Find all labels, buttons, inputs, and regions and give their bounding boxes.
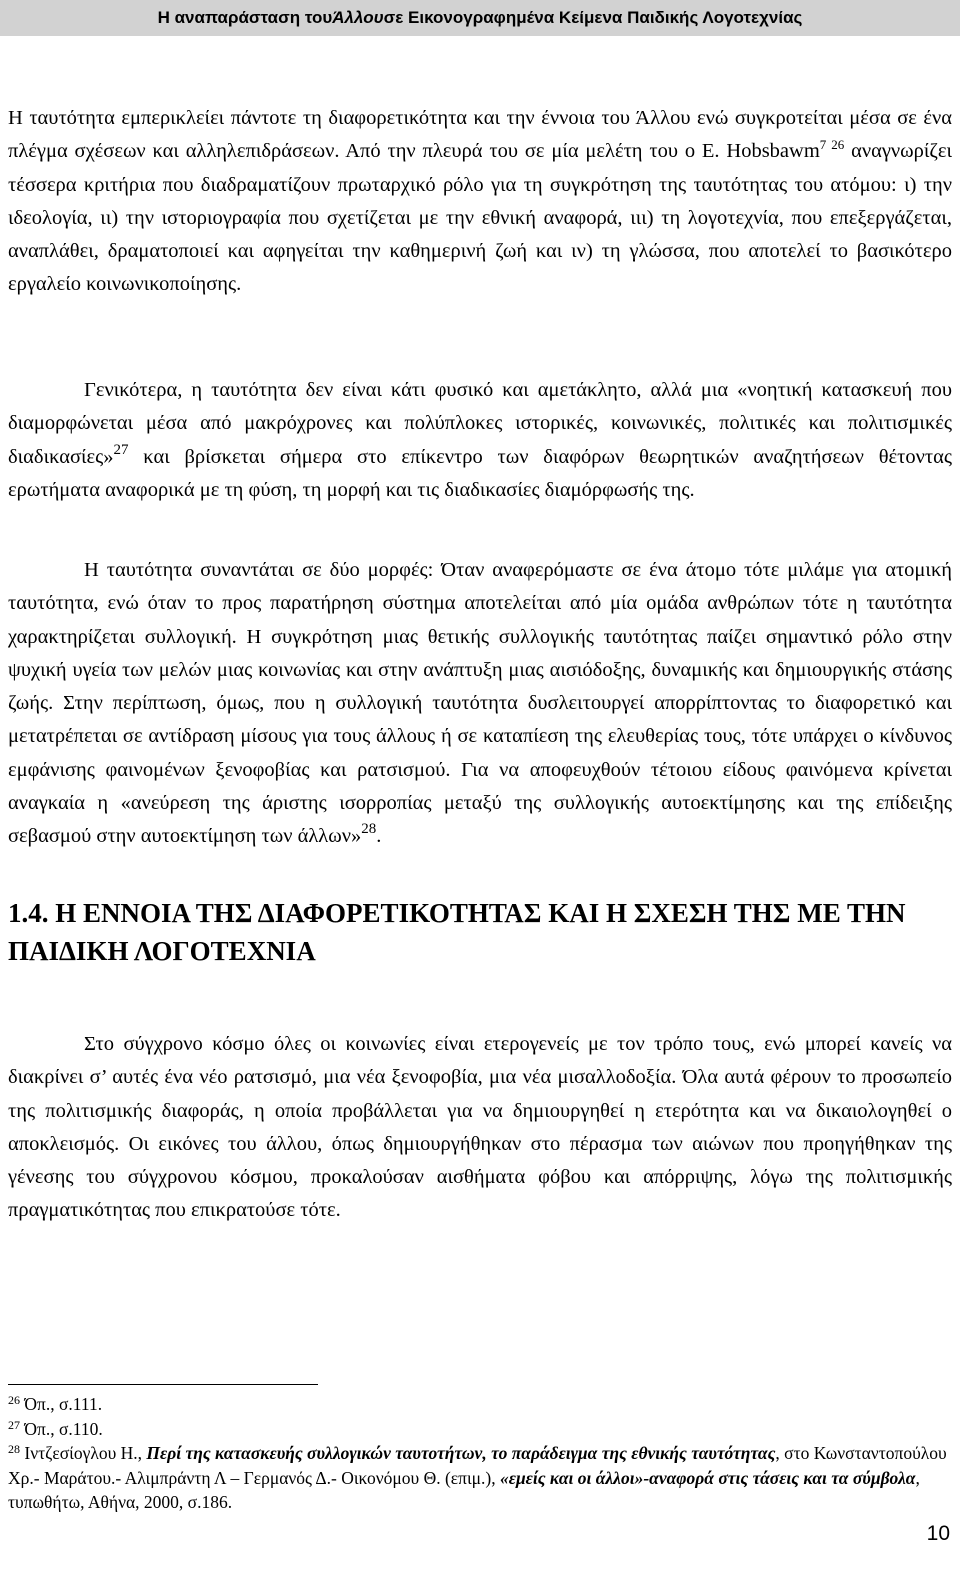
footnote-ref: 27 [113,441,129,458]
footnote-ref: 7 26 [819,137,845,153]
footnote-number: 28 [8,1442,20,1456]
paragraph-text: Η ταυτότητα εμπερικλείει πάντοτε τη διαφορετικότητα και την έννοια του Άλλου ενώ συγκροτείται μέσα σε ένα πλέγμα σχέσεων και αλληλεπιδράσεων. Από την πλευρά του σε μία μελέτη του ο Ε. Hobsbawm [8,107,952,163]
footnote-item [8,1392,952,1417]
footnote-text: , τυπωθήτω, Αθήνα, 2000, σ.186. [8,1467,920,1512]
header-title-part: σε Εικονογραφημένα Κείμενα Παιδικής Λογοτεχνίας [383,8,803,27]
footnote-number: 26 [8,1393,20,1407]
header-title-part: Η αναπαράσταση του [157,8,333,27]
footnote-text: Ιντζεσίογλου Η., [20,1443,147,1463]
footnote-text: Όπ., σ.111. [20,1394,103,1414]
footnote-text: Όπ., σ.110. [20,1418,103,1439]
footnote-cited-title: «εμείς και οι άλλοι»-αναφορά στις τάσεις και τα σύμβολα [500,1467,916,1488]
paragraph-modern-world [8,1028,952,1228]
paragraph-text: Η ταυτότητα συναντάται σε δύο μορφές: Όταν αναφερόμαστε σε ένα άτομο τότε μιλάμε για ατομική ταυτότητα, ενώ όταν το προς παρατήρηση σύστημα αποτελείται από μία ομάδα ανθρώπων τότε η ταυτότητα χαρακτηρίζεται συλλογική. Η συγκρότηση μιας θετικής συλλογικής ταυτότητας παίζει σημαντικό ρόλο στην ψυχική υγεία των μελών μιας κοινωνίας και στην ανάπτυξη μιας αισιόδοξης, δυναμικής και δημιουργικής στάσης ζωής. Στην περίπτωση, όμως, που η συλλογική ταυτότητα δυσλειτουργεί απορρίπτοντας το διαφορετικό και μετατρέπεται σε αντίδραση μίσους για τους άλλους ή σε καταπίεση της ελευθερίας τους, τότε υπάρχει ο κίνδυνος εμφάνισης φαινομένων ξενοφοβίας και ρατσισμού. Για να αποφευχθούν τέτοιου είδους φαινόμενα κρίνεται αναγκαία η «ανεύρεση της άριστης ισορροπίας μεταξύ της συλλογικής αυτοεκτίμησης και της επίδειξης σεβασμού στην αυτοεκτίμηση των άλλων» [8,559,952,848]
footnote-separator [8,1384,318,1385]
footnote-item [8,1441,952,1515]
paragraph-identity-construct [8,374,952,507]
paragraph-identity-forms [8,554,952,854]
footnote-item [8,1417,952,1442]
paragraph-text: αναγνωρίζει τέσσερα κριτήρια που διαδραματίζουν πρωταρχικό ρόλο για τη συγκρότηση της ταυτότητας του ατόμου: ι) την ιδεολογία, ιι) την ιστοριογραφία που σχετίζεται με την εθνική αναφορά, ιιι) τη λογοτεχνία, που επεξεργάζεται, αναπλάθει, δραματοποιεί και αφηγείται την καθημερινή ζωή και ιν) τη γλώσσα, που αποτελεί το βασικότερο εργαλείο κοινωνικοποίησης. [8,140,953,296]
running-header [0,0,960,36]
footnotes [8,1392,952,1515]
paragraph-text: Στο σύγχρονο κόσμο όλες οι κοινωνίες είναι ετερογενείς με τον τρόπο τους, ενώ μπορεί κανείς να διακρίνει σ’ αυτές ένα νέο ρατσισμό, μια νέα ξενοφοβία, μια νέα μισαλλοδοξία. Όλα αυτά φέρουν το προσωπείο της πολιτισμικής διαφοράς, η οποία προβάλλεται για να δημιουργηθεί η ετερότητα και να δικαιολογηθεί ο αποκλεισμός. Οι εικόνες του άλλου, όπως δημιουργήθηκαν στο πέρασμα των αιώνων που προηγήθηκαν της γένεσης του σύγχρονου κόσμου, προκαλούσαν αισθήματα φόβου και απόρριψης, λόγω της πολιτισμικής πραγματικότητας που επικρατούσε τότε. [8,1033,952,1222]
paragraph-text: και βρίσκεται σήμερα στο επίκεντρο των διαφόρων θεωρητικών αναζητήσεων θέτοντας ερωτήματα αναφορικά με τη φύση, τη μορφή και τις διαδικασίες διαμόρφωσής της. [8,445,952,501]
header-title-italic: Άλλου [332,8,384,27]
footnote-text: , στο Κωνσταντοπούλου Χρ.- Μαράτου.- Αλιμπράντη Λ – Γερμανός Δ.- Οικονόμου Θ. (επιμ.), [8,1443,947,1488]
paragraph-identity-intro [8,102,952,302]
section-heading: 1.4. Η ΕΝΝΟΙΑ ΤΗΣ ΔΙΑΦΟΡΕΤΙΚΟΤΗΤΑΣ ΚΑΙ Η ΣΧΕΣΗ ΤΗΣ ΜΕ ΤΗΝ ΠΑΙΔΙΚΗ ΛΟΓΟΤΕΧΝΙΑ [8,898,906,966]
footnote-ref: 28 [361,821,377,838]
paragraph-text: . [376,825,382,848]
footnote-number: 27 [8,1417,20,1432]
footnote-cited-title: Περί της κατασκευής συλλογικών ταυτοτήτων, το παράδειγμα της εθνικής ταυτότητας [146,1443,776,1463]
page-number: 10 [926,1522,950,1545]
paragraph-text: Γενικότερα, η ταυτότητα δεν είναι κάτι φυσικό και αμετάκλητο, αλλά μια «νοητική κατασκευή που διαμορφώνεται μέσα από μακρόχρονες και πολύπλοκες ιστορικές, κοινωνικές, πολιτικές και πολιτισμικές διαδικασίες» [8,379,952,468]
